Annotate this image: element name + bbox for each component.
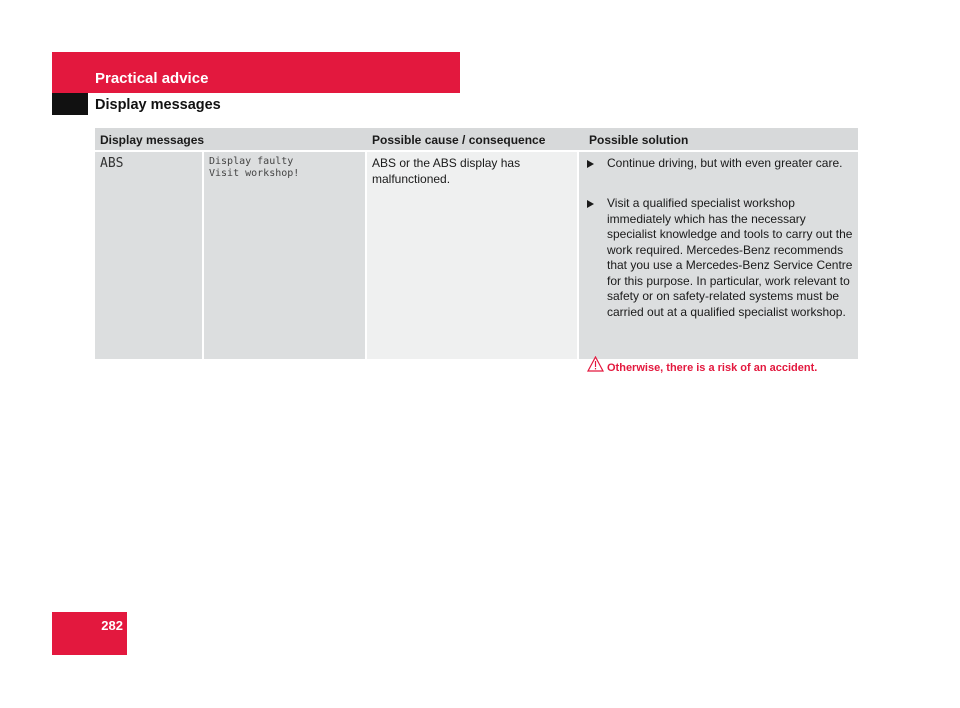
display-messages-table [95,128,858,374]
subsection-title: Display messages [95,97,221,113]
page-number: 282 [101,618,123,633]
system-name: ABS [100,156,124,171]
cell-system [95,152,202,359]
page-number-box [52,612,127,655]
table-header [95,128,858,150]
header-possible-solution: Possible solution [589,133,689,147]
cause-text: ABS or the ABS display has malfunctioned. [372,156,521,186]
bullet-arrow-icon [587,200,594,208]
cell-cause [367,152,577,359]
warning-triangle-icon [587,356,604,372]
header-possible-cause: Possible cause / consequence [372,133,546,147]
solution-step-1-text: Continue driving, but with even greater care. [607,156,843,170]
subsection-marker [52,93,88,115]
cell-display-text [204,152,365,359]
bullet-arrow-icon [587,160,594,168]
warning-text: Otherwise, there is a risk of an accident. [607,362,818,374]
display-message-text [209,156,299,180]
display-line-1: Display faulty [209,156,294,167]
solution-step-2-text: Visit a qualified specialist workshop immediately which has the necessary specialist knowledge and tools to carry out the work required. Mercedes-Benz recommends that you use a Mercedes-Benz Service Centre for this purpose. In particular, work relevant to safety or on safety-related systems must be carried out at a qualified specialist workshop. [607,196,853,319]
section-title: Practical advice [95,70,209,87]
display-line-2: Visit workshop! [209,168,300,179]
cell-solution [579,152,858,374]
header-display-messages: Display messages [100,133,205,147]
